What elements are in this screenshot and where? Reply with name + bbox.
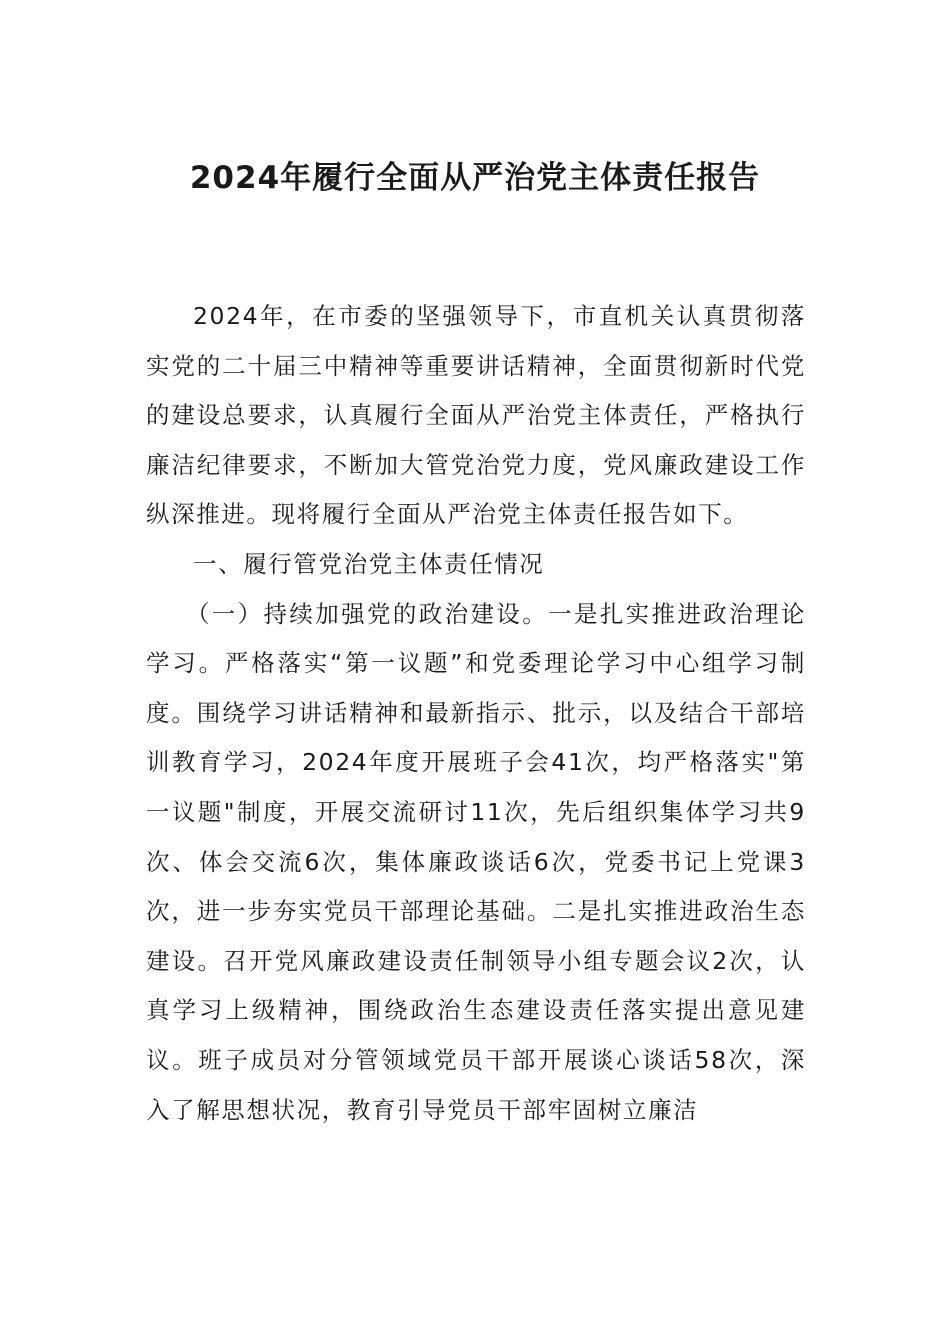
document-title: 2024年履行全面从严治党主体责任报告 xyxy=(189,160,761,196)
subsection-paragraph: （一）持续加强党的政治建设。一是扎实推进政治理论学习。严格落实“第一议题”和党委理论学习中心组学习制度。围绕学习讲话精神和最新指示、批示，以及结合干部培训教育学习，2024年度开展班子会41次，均严格落实"第一议题"制度，开展交流研讨11次，先后组织集体学习共9次、体会交流6次，集体廉政谈话6次，党委书记上党课3次，进一步夯实党员干部理论基础。二是扎实推进政治生态建设。召开党风廉政建设责任制领导小组专题会议2次，认真学习上级精神，围绕政治生态建设责任落实提出意见建议。班子成员对分管领域党员干部开展谈心谈话58次，深入了解思想状况，教育引导党员干部牢固树立廉洁 xyxy=(146,599,806,1124)
intro-paragraph: 2024年，在市委的坚强领导下，市直机关认真贯彻落实党的二十届三中精神等重要讲话精神，全面贯彻新时代党的建设总要求，认真履行全面从严治党主体责任，严格执行廉洁纪律要求，不断加大管党治党力度，党风廉政建设工作纵深推进。现将履行全面从严治党主体责任报告如下。 xyxy=(146,302,806,529)
section-heading: 一、履行管党治党主体责任情况 xyxy=(193,549,545,578)
document-body xyxy=(146,292,806,1135)
